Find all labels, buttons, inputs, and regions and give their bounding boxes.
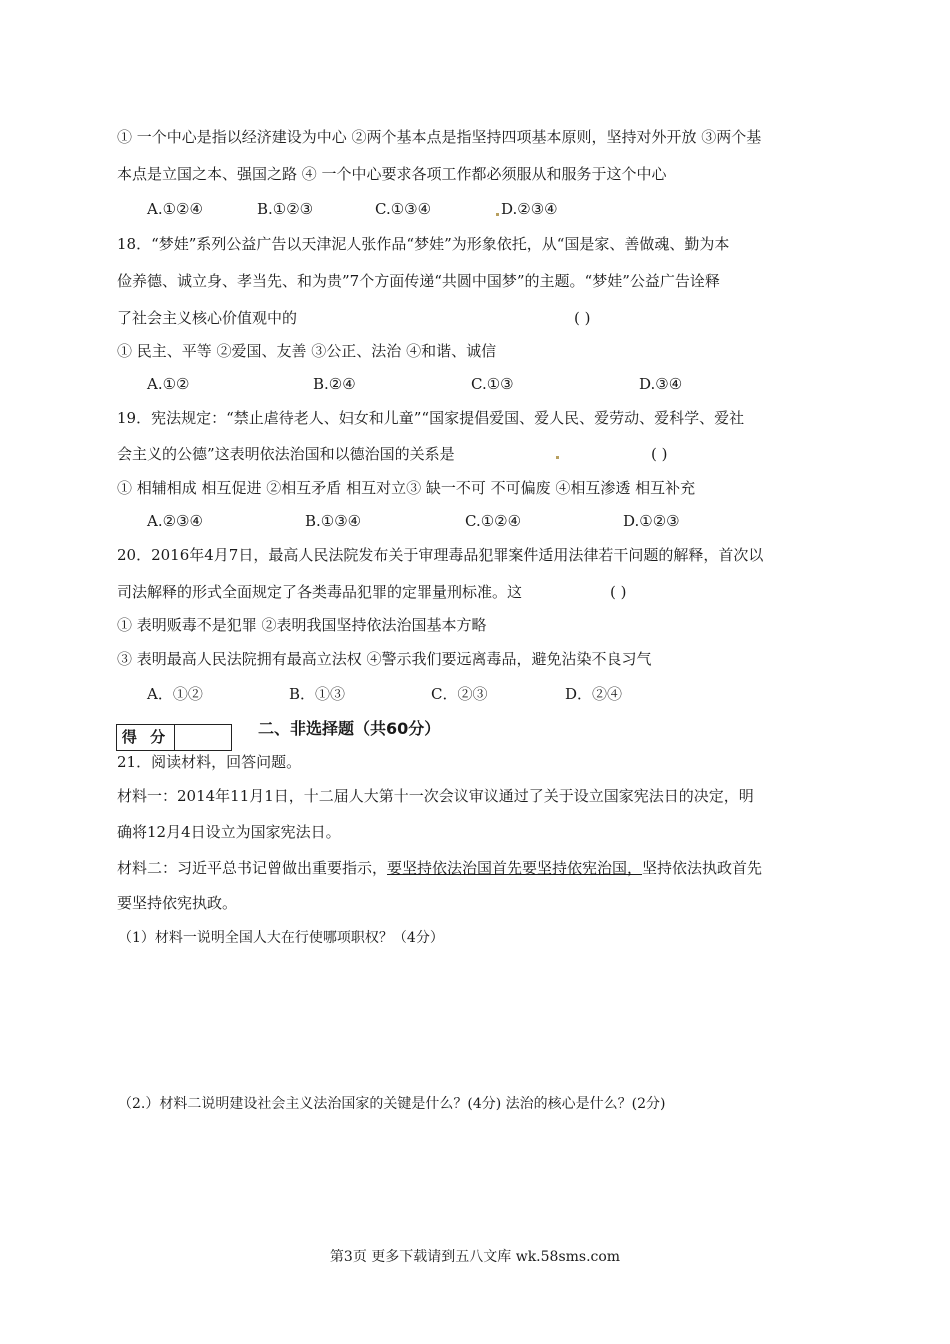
q17-option-d[interactable]: D.②③④ — [501, 200, 558, 218]
q18-option-b[interactable]: B.②④ — [313, 375, 356, 393]
q18-items: ① 民主、平等 ②爱国、友善 ③公正、法治 ④和谐、诚信 — [117, 342, 497, 360]
stray-mark — [556, 456, 559, 459]
section-title: 二、非选择题（共60分） — [258, 719, 441, 738]
score-label: 得 分 — [117, 725, 175, 750]
q18-option-a[interactable]: A.①② — [147, 375, 190, 393]
q21-material1-line1: 材料一：2014年11月1日，十二届人大第十一次会议审议通过了关于设立国家宪法日的决定，明 — [117, 787, 754, 805]
q21-material2-prefix: 材料二：习近平总书记曾做出重要指示， — [117, 859, 388, 877]
q20-item-line2: ③ 表明最高人民法院拥有最高立法权 ④警示我们要远离毒品，避免沾染不良习气 — [117, 650, 652, 668]
q21-subquestion-1: （1）材料一说明全国人大在行使哪项职权？（4分） — [118, 930, 444, 946]
q19-stem-line2: 会主义的公德”这表明依法治国和以德治国的关系是 — [117, 445, 455, 463]
q19-option-d[interactable]: D.①②③ — [623, 512, 680, 530]
q19-option-b[interactable]: B.①③④ — [305, 512, 362, 530]
q18-answer-blank: ( ) — [574, 309, 591, 327]
q17-statements-line2: 本点是立国之本、强国之路 ④ 一个中心要求各项工作都必须服从和服务于这个中心 — [117, 165, 667, 183]
q20-option-b[interactable]: B．①③ — [289, 685, 346, 703]
page-footer: 第3页 更多下载请到五八文库 wk.58sms.com — [329, 1249, 621, 1265]
q20-option-c[interactable]: C．②③ — [431, 685, 488, 703]
stray-mark — [496, 213, 499, 216]
q21-material2-line2: 要坚持依宪执政。 — [117, 894, 238, 912]
q19-items: ① 相辅相成 相互促进 ②相互矛盾 相互对立③ 缺一不可 不可偏废 ④相互渗透 相互补充 — [117, 479, 696, 497]
q19-option-c[interactable]: C.①②④ — [465, 512, 522, 530]
score-input-cell[interactable] — [175, 725, 231, 750]
q18-option-d[interactable]: D.③④ — [639, 375, 683, 393]
q17-statements-line1: ① 一个中心是指以经济建设为中心 ②两个基本点是指坚持四项基本原则，坚持对外开放 ③两个基 — [117, 128, 762, 146]
q19-stem-line1: 19．宪法规定：“禁止虐待老人、妇女和儿童”“国家提倡爱国、爱人民、爱劳动、爱科学、爱社 — [117, 409, 745, 427]
q20-item-line1: ① 表明贩毒不是犯罪 ②表明我国坚持依法治国基本方略 — [117, 616, 487, 634]
q21-material2-underlined: 要坚持依法治国首先要坚持依宪治国， — [387, 859, 643, 877]
q20-answer-blank: ( ) — [610, 583, 627, 601]
q21-intro: 21．阅读材料，回答问题。 — [117, 753, 302, 771]
q21-material2-suffix: 坚持依法执政首先 — [642, 859, 763, 877]
q18-stem-line1: 18．“梦娃”系列公益广告以天津泥人张作品“梦娃”为形象依托，从“国是家、善做魂、勤为本 — [117, 235, 730, 253]
q17-option-b[interactable]: B.①②③ — [257, 200, 314, 218]
q21-subquestion-2: （2.）材料二说明建设社会主义法治国家的关键是什么？(4分) 法治的核心是什么？(2分) — [118, 1096, 666, 1112]
q20-stem-line2: 司法解释的形式全面规定了各类毒品犯罪的定罪量刑标准。这 — [117, 583, 523, 601]
q21-material2-line1 — [117, 858, 762, 878]
q20-option-a[interactable]: A．①② — [147, 685, 203, 703]
q20-stem-line1: 20．2016年4月7日，最高人民法院发布关于审理毒品犯罪案件适用法律若干问题的解释，首次以 — [117, 546, 764, 564]
q19-option-a[interactable]: A.②③④ — [147, 512, 203, 530]
q20-option-d[interactable]: D．②④ — [565, 685, 623, 703]
q18-option-c[interactable]: C.①③ — [471, 375, 514, 393]
q17-option-c[interactable]: C.①③④ — [375, 200, 432, 218]
q18-stem-line3: 了社会主义核心价值观中的 — [117, 309, 298, 327]
q17-option-a[interactable]: A.①②④ — [147, 200, 203, 218]
q19-answer-blank: ( ) — [651, 445, 668, 463]
score-box — [116, 724, 232, 751]
q18-stem-line2: 俭养德、诚立身、孝当先、和为贵”7个方面传递“共圆中国梦”的主题。“梦娃”公益广告诠释 — [117, 272, 720, 290]
q21-material1-line2: 确将12月4日设立为国家宪法日。 — [117, 823, 341, 841]
